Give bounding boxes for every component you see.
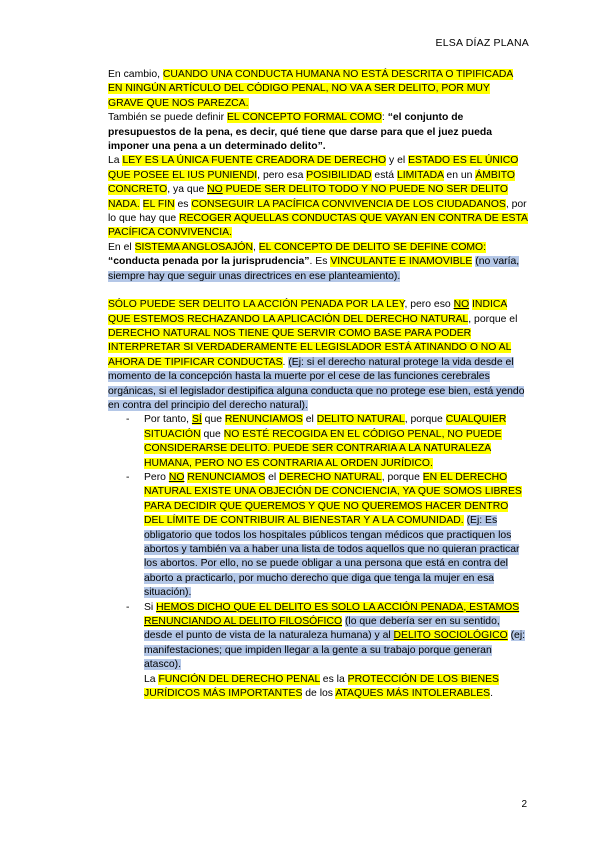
text-run: Pero — [144, 471, 169, 483]
page-body — [108, 68, 528, 701]
highlight-yellow-underlined: NO — [207, 184, 223, 196]
highlight-yellow: VINCULANTE E INAMOVIBLE — [330, 256, 473, 268]
highlight-blue: (Ej: Es obligatorio que todos los hospitales públicos tengan médicos que practiquen los abortos y también va a haber una lista de todos aquellos que no quieran practicar los abortos. Por ello, no se puede obligar a una persona que está en contra del aborto a practicarlo, por mucho derecho que diga que tenga la mujer en esa situación). — [144, 515, 520, 599]
paragraph-undefined-conduct — [108, 68, 528, 111]
list-item — [144, 471, 528, 601]
highlight-yellow: DERECHO NATURAL NOS TIENE QUE SERVIR COMO BASE PARA PODER INTERPRETAR SI VERDADERAMENTE EL LEGISLADOR ESTÁ ATINANDO O NO AL AHORA DE TIPIFICAR CONDUCTAS — [108, 327, 512, 368]
highlight-yellow: ATAQUES MÁS INTOLERABLES — [335, 688, 491, 700]
text-run: La — [144, 673, 159, 685]
text-run: . — [282, 356, 289, 368]
highlight-yellow: CUALQUIER SITUACIÓN — [144, 414, 507, 440]
highlight-yellow: ESTADO ES EL ÚNICO QUE POSEE EL IUS PUNIENDI — [108, 155, 519, 181]
text-run: , pero eso — [404, 299, 454, 311]
highlight-yellow: PUEDE SER DELITO TODO Y NO PUEDE NO SER DELITO NADA. — [108, 184, 508, 210]
highlight-yellow: SISTEMA ANGLOSAJÓN — [134, 241, 253, 253]
text-run: En cambio, — [108, 69, 163, 80]
paragraph-natural-law — [108, 298, 528, 413]
text-run: , — [252, 241, 259, 253]
paragraph-formal-concept — [108, 111, 528, 154]
bullet-list — [108, 413, 528, 672]
paragraph-penal-function — [108, 673, 528, 702]
header-author: ELSA DÍAZ PLANA — [435, 37, 529, 49]
text-run: También se puede definir — [108, 112, 227, 124]
text-run: Por tanto, — [144, 414, 192, 426]
text-run: que — [201, 414, 225, 426]
highlight-yellow: LIMITADA — [396, 169, 444, 181]
highlight-blue: (lo que debería ser en su sentido, desde el punto de vista de la naturaleza humana) y al — [144, 616, 500, 642]
highlight-yellow: DERECHO NATURAL — [279, 471, 382, 483]
highlight-yellow-underlined: DELITO SOCIOLÓGICO — [393, 630, 508, 642]
highlight-yellow-underlined: HEMOS DICHO QUE EL DELITO ES SOLO LA ACCIÓN PENADA, ESTAMOS RENUNCIANDO AL DELITO FILOSÓFICO — [144, 601, 520, 628]
text-run: . — [490, 688, 493, 700]
highlight-yellow: FUNCIÓN DEL DERECHO PENAL — [158, 673, 320, 685]
list-item — [144, 601, 528, 673]
highlight-yellow: EL CONCEPTO FORMAL COMO — [227, 112, 382, 124]
highlight-yellow: NO ESTÉ RECOGIDA EN EL CÓDIGO PENAL, NO PUEDE CONSIDERARSE DELITO. PUEDE SER CONTRARIA A LA NATURALEZA HUMANA, PERO NO ES CONTRARIA AL ORDEN JURÍDICO. — [144, 428, 502, 469]
text-run: Si — [144, 601, 157, 613]
text-run: es — [174, 198, 192, 210]
list-item — [144, 413, 528, 471]
highlight-yellow: SÓLO PUEDE SER DELITO LA ACCIÓN PENADA POR LA LEY — [108, 299, 405, 311]
highlight-yellow-underlined: SÍ — [191, 414, 202, 426]
highlight-yellow-underlined: NO — [168, 471, 185, 483]
text-run: , pero esa — [257, 169, 307, 181]
highlight-yellow: ÁMBITO CONCRETO — [108, 169, 515, 196]
text-run: : — [381, 112, 388, 124]
highlight-yellow: EL CONCEPTO DE DELITO SE DEFINE COMO: — [258, 241, 487, 253]
highlight-yellow: POSIBILIDAD — [306, 169, 372, 181]
text-run: En el — [108, 241, 135, 253]
text-run: , porque el — [468, 313, 518, 325]
paragraph-spacer — [108, 284, 528, 298]
paragraph-anglosaxon — [108, 241, 528, 284]
highlight-yellow: DELITO NATURAL — [316, 414, 405, 426]
highlight-yellow: INDICA QUE ESTEMOS RECHAZANDO LA APLICACIÓN DEL DERECHO NATURAL — [108, 299, 508, 325]
paragraph-law-source — [108, 154, 528, 240]
text-run: , por lo que hay que — [108, 198, 527, 225]
highlight-yellow: RECOGER AQUELLAS CONDUCTAS QUE VAYAN EN CONTRA DE ESTA PACÍFICA CONVIVENCIA. — [108, 213, 528, 239]
highlight-yellow: CONSEGUIR LA PACÍFICA CONVIVENCIA DE LOS CIUDADANOS — [191, 198, 506, 210]
bold-quote: “conducta penada por la jurisprudencia” — [108, 256, 310, 268]
highlight-blue: (ej: manifestaciones; que impiden llegar a la gente a su trabajo porque generan atasco). — [144, 630, 526, 671]
text-run: en un — [443, 169, 476, 181]
text-run: el — [265, 471, 280, 483]
highlight-yellow: PROTECCIÓN DE LOS BIENES JURÍDICOS MÁS IMPORTANTES — [144, 673, 499, 700]
text-run: , ya que — [167, 184, 208, 196]
text-run: es la — [319, 673, 348, 685]
text-run: está — [371, 169, 397, 181]
page-number: 2 — [521, 799, 527, 810]
highlight-blue: (no varía, siempre hay que seguir unas directrices en ese planteamiento). — [108, 256, 520, 282]
highlight-yellow: RENUNCIAMOS — [187, 471, 266, 483]
highlight-yellow: LEY ES LA ÚNICA FUENTE CREADORA DE DERECHO — [122, 155, 387, 167]
text-run: el — [302, 414, 317, 426]
highlight-yellow: RENUNCIAMOS — [224, 414, 303, 426]
text-run: , porque — [404, 414, 446, 426]
highlight-yellow: EL FIN — [142, 198, 175, 210]
text-run: La — [108, 155, 123, 167]
bold-quote: “el conjunto de presupuestos de la pena, es decir, qué tiene que darse para que el juez pueda imponer una pena a un determinado delito”. — [108, 112, 493, 153]
highlight-yellow: EN EL DERECHO NATURAL EXISTE UNA OBJECIÓN DE CONCIENCIA, YA QUE SOMOS LIBRES PARA DECIDIR QUE QUEREMOS Y QUE NO QUEREMOS HACER DENTRO DEL LÍMITE DE CONTRIBUIR AL BIENESTAR Y A LA COMUNIDAD. — [144, 471, 522, 527]
text-run: , porque — [381, 471, 423, 483]
highlight-yellow: CUANDO UNA CONDUCTA HUMANA NO ESTÁ DESCRITA O TIPIFICADA EN NINGÚN ARTÍCULO DEL CÓDIGO PENAL, NO VA A SER DELITO, POR MUY GRAVE QUE NOS PAREZCA. — [108, 69, 514, 109]
text-run: que — [200, 428, 224, 440]
highlight-blue: (Ej: si el derecho natural protege la vida desde el momento de la concepción hasta la muerte por el cese de las funciones cerebrales orgánicas, si el legislador destipifica alguna conducta que no protege ese bien, está yendo en contra del principio del derecho natural). — [108, 356, 525, 411]
text-run: . Es — [309, 256, 331, 268]
highlight-yellow-underlined: NO — [453, 299, 470, 311]
text-run: de los — [302, 688, 336, 700]
text-run: y el — [386, 155, 409, 167]
